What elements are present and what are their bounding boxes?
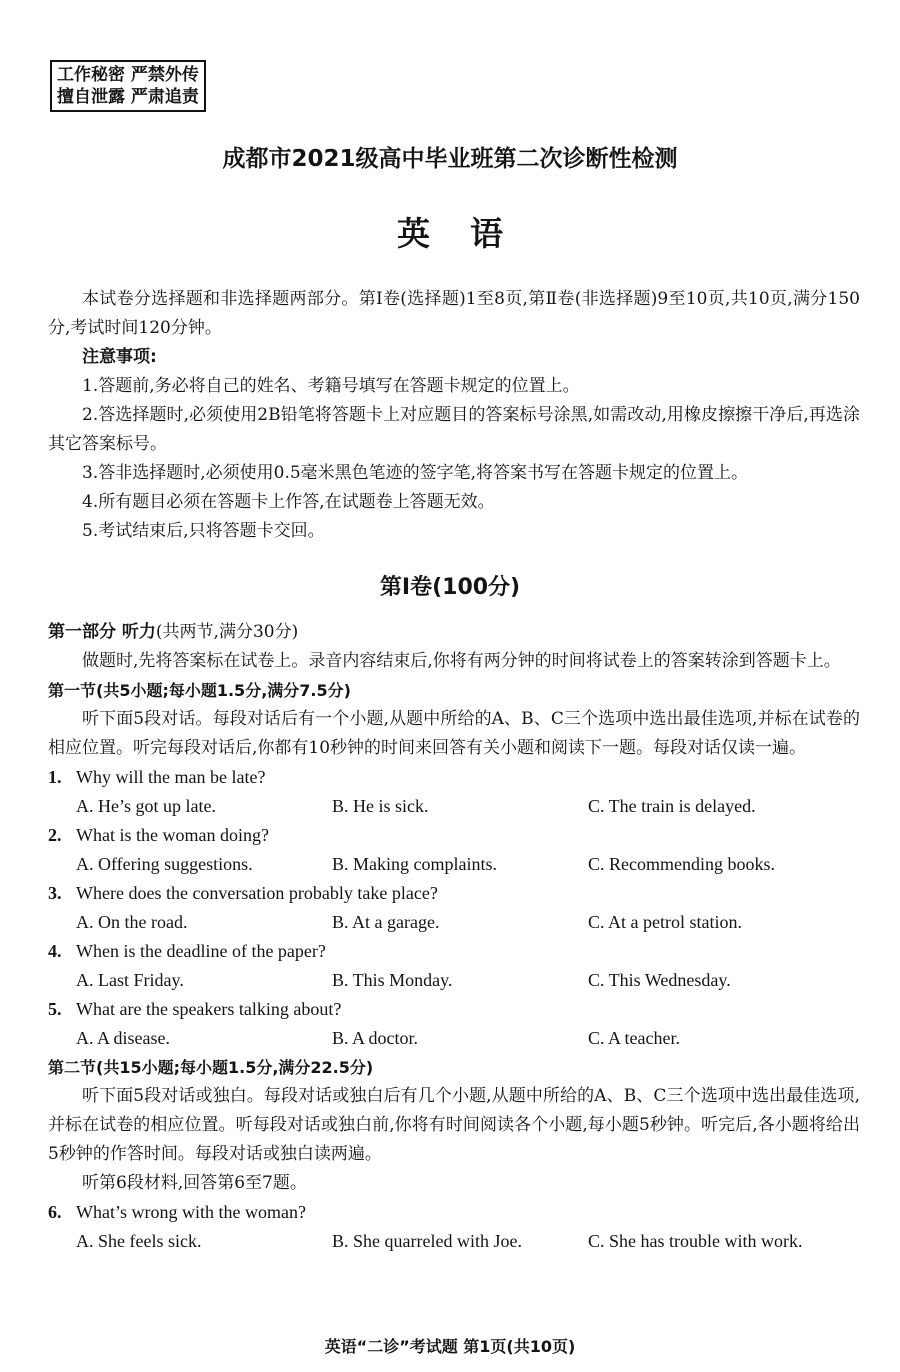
part-instruction: 做题时,先将答案标在试卷上。录音内容结束后,你将有两分钟的时间将试卷上的答案转涂到答题卡上。 bbox=[82, 651, 841, 671]
option-b: B. He is sick. bbox=[332, 796, 429, 816]
stamp-line-2: 擅自泄露 严肃追责 bbox=[57, 87, 199, 107]
part-detail: (共两节,满分30分) bbox=[155, 622, 299, 642]
note-item: 5.考试结束后,只将答题卡交回。 bbox=[82, 521, 325, 541]
option-a: A. On the road. bbox=[76, 912, 188, 932]
question-number: 6. bbox=[48, 1202, 62, 1222]
notes-heading: 注意事项: bbox=[82, 347, 157, 367]
question-text: What is the woman doing? bbox=[76, 825, 269, 845]
question-number: 4. bbox=[48, 941, 62, 961]
option-a: A. He’s got up late. bbox=[76, 796, 216, 816]
stamp-line-1: 工作秘密 严禁外传 bbox=[57, 65, 199, 85]
option-c: C. A teacher. bbox=[588, 1028, 680, 1048]
question-item bbox=[48, 879, 860, 937]
question-item bbox=[48, 937, 860, 995]
option-b: B. This Monday. bbox=[332, 970, 453, 990]
option-a: A. Offering suggestions. bbox=[76, 854, 253, 874]
note-item: 4.所有题目必须在答题卡上作答,在试题卷上答题无效。 bbox=[82, 492, 495, 512]
section-1-instruction: 听下面5段对话。每段对话后有一个小题,从题中所给的A、B、C三个选项中选出最佳选项,并标在试卷的相应位置。听完每段对话后,你都有10秒钟的时间来回答有关小题和阅读下一题。每段对话仅读一遍。 bbox=[48, 709, 860, 758]
question-item bbox=[48, 1198, 860, 1256]
question-text: Why will the man be late? bbox=[76, 767, 266, 787]
note-item: 1.答题前,务必将自己的姓名、考籍号填写在答题卡规定的位置上。 bbox=[82, 376, 580, 396]
question-text: What’s wrong with the woman? bbox=[76, 1202, 306, 1222]
confidential-stamp bbox=[50, 60, 206, 112]
exam-title: 成都市2021级高中毕业班第二次诊断性检测 bbox=[222, 146, 678, 172]
section-2-heading: 第二节(共15小题;每小题1.5分,满分22.5分) bbox=[48, 1058, 374, 1077]
option-b: B. She quarreled with Joe. bbox=[332, 1231, 522, 1251]
option-c: C. She has trouble with work. bbox=[588, 1231, 803, 1251]
question-number: 2. bbox=[48, 825, 62, 845]
option-c: C. The train is delayed. bbox=[588, 796, 756, 816]
question-number: 3. bbox=[48, 883, 62, 903]
option-b: B. At a garage. bbox=[332, 912, 440, 932]
intro-paragraph: 本试卷分选择题和非选择题两部分。第Ⅰ卷(选择题)1至8页,第Ⅱ卷(非选择题)9至10页,共10页,满分150分,考试时间120分钟。 bbox=[48, 289, 860, 338]
option-b: B. Making complaints. bbox=[332, 854, 497, 874]
listening-section bbox=[48, 618, 860, 1256]
option-c: C. This Wednesday. bbox=[588, 970, 731, 990]
question-item bbox=[48, 821, 860, 879]
note-item: 2.答选择题时,必须使用2B铅笔将答题卡上对应题目的答案标号涂黑,如需改动,用橡皮擦擦干净后,再选涂其它答案标号。 bbox=[48, 405, 860, 454]
volume-heading: 第Ⅰ卷(100分) bbox=[379, 575, 521, 600]
question-text: What are the speakers talking about? bbox=[76, 999, 342, 1019]
option-a: A. Last Friday. bbox=[76, 970, 184, 990]
question-number: 5. bbox=[48, 999, 62, 1019]
option-a: A. A disease. bbox=[76, 1028, 170, 1048]
page-footer: 英语“二诊”考试题 第1页(共10页) bbox=[324, 1337, 576, 1356]
question-text: Where does the conversation probably take place? bbox=[76, 883, 438, 903]
option-c: C. At a petrol station. bbox=[588, 912, 742, 932]
option-b: B. A doctor. bbox=[332, 1028, 419, 1048]
subject-heading: 英语 bbox=[397, 214, 543, 253]
material-note: 听第6段材料,回答第6至7题。 bbox=[82, 1173, 307, 1193]
section-1-heading: 第一节(共5小题;每小题1.5分,满分7.5分) bbox=[48, 681, 351, 700]
question-number: 1. bbox=[48, 767, 62, 787]
part-heading bbox=[48, 618, 860, 647]
option-c: C. Recommending books. bbox=[588, 854, 775, 874]
question-item bbox=[48, 995, 860, 1053]
section-2-instruction: 听下面5段对话或独白。每段对话或独白后有几个小题,从题中所给的A、B、C三个选项中选出最佳选项,并标在试卷的相应位置。听每段对话或独白前,你将有时间阅读各个小题,每小题5秒钟。听完后,各小题将给出5秒钟的作答时间。每段对话或独白读两遍。 bbox=[48, 1086, 860, 1164]
note-item: 3.答非选择题时,必须使用0.5毫米黑色笔迹的签字笔,将答案书写在答题卡规定的位置上。 bbox=[82, 463, 749, 483]
question-item bbox=[48, 763, 860, 821]
part-title: 第一部分 听力 bbox=[48, 622, 156, 642]
instructions-block bbox=[48, 285, 860, 546]
option-a: A. She feels sick. bbox=[76, 1231, 202, 1251]
question-text: When is the deadline of the paper? bbox=[76, 941, 326, 961]
